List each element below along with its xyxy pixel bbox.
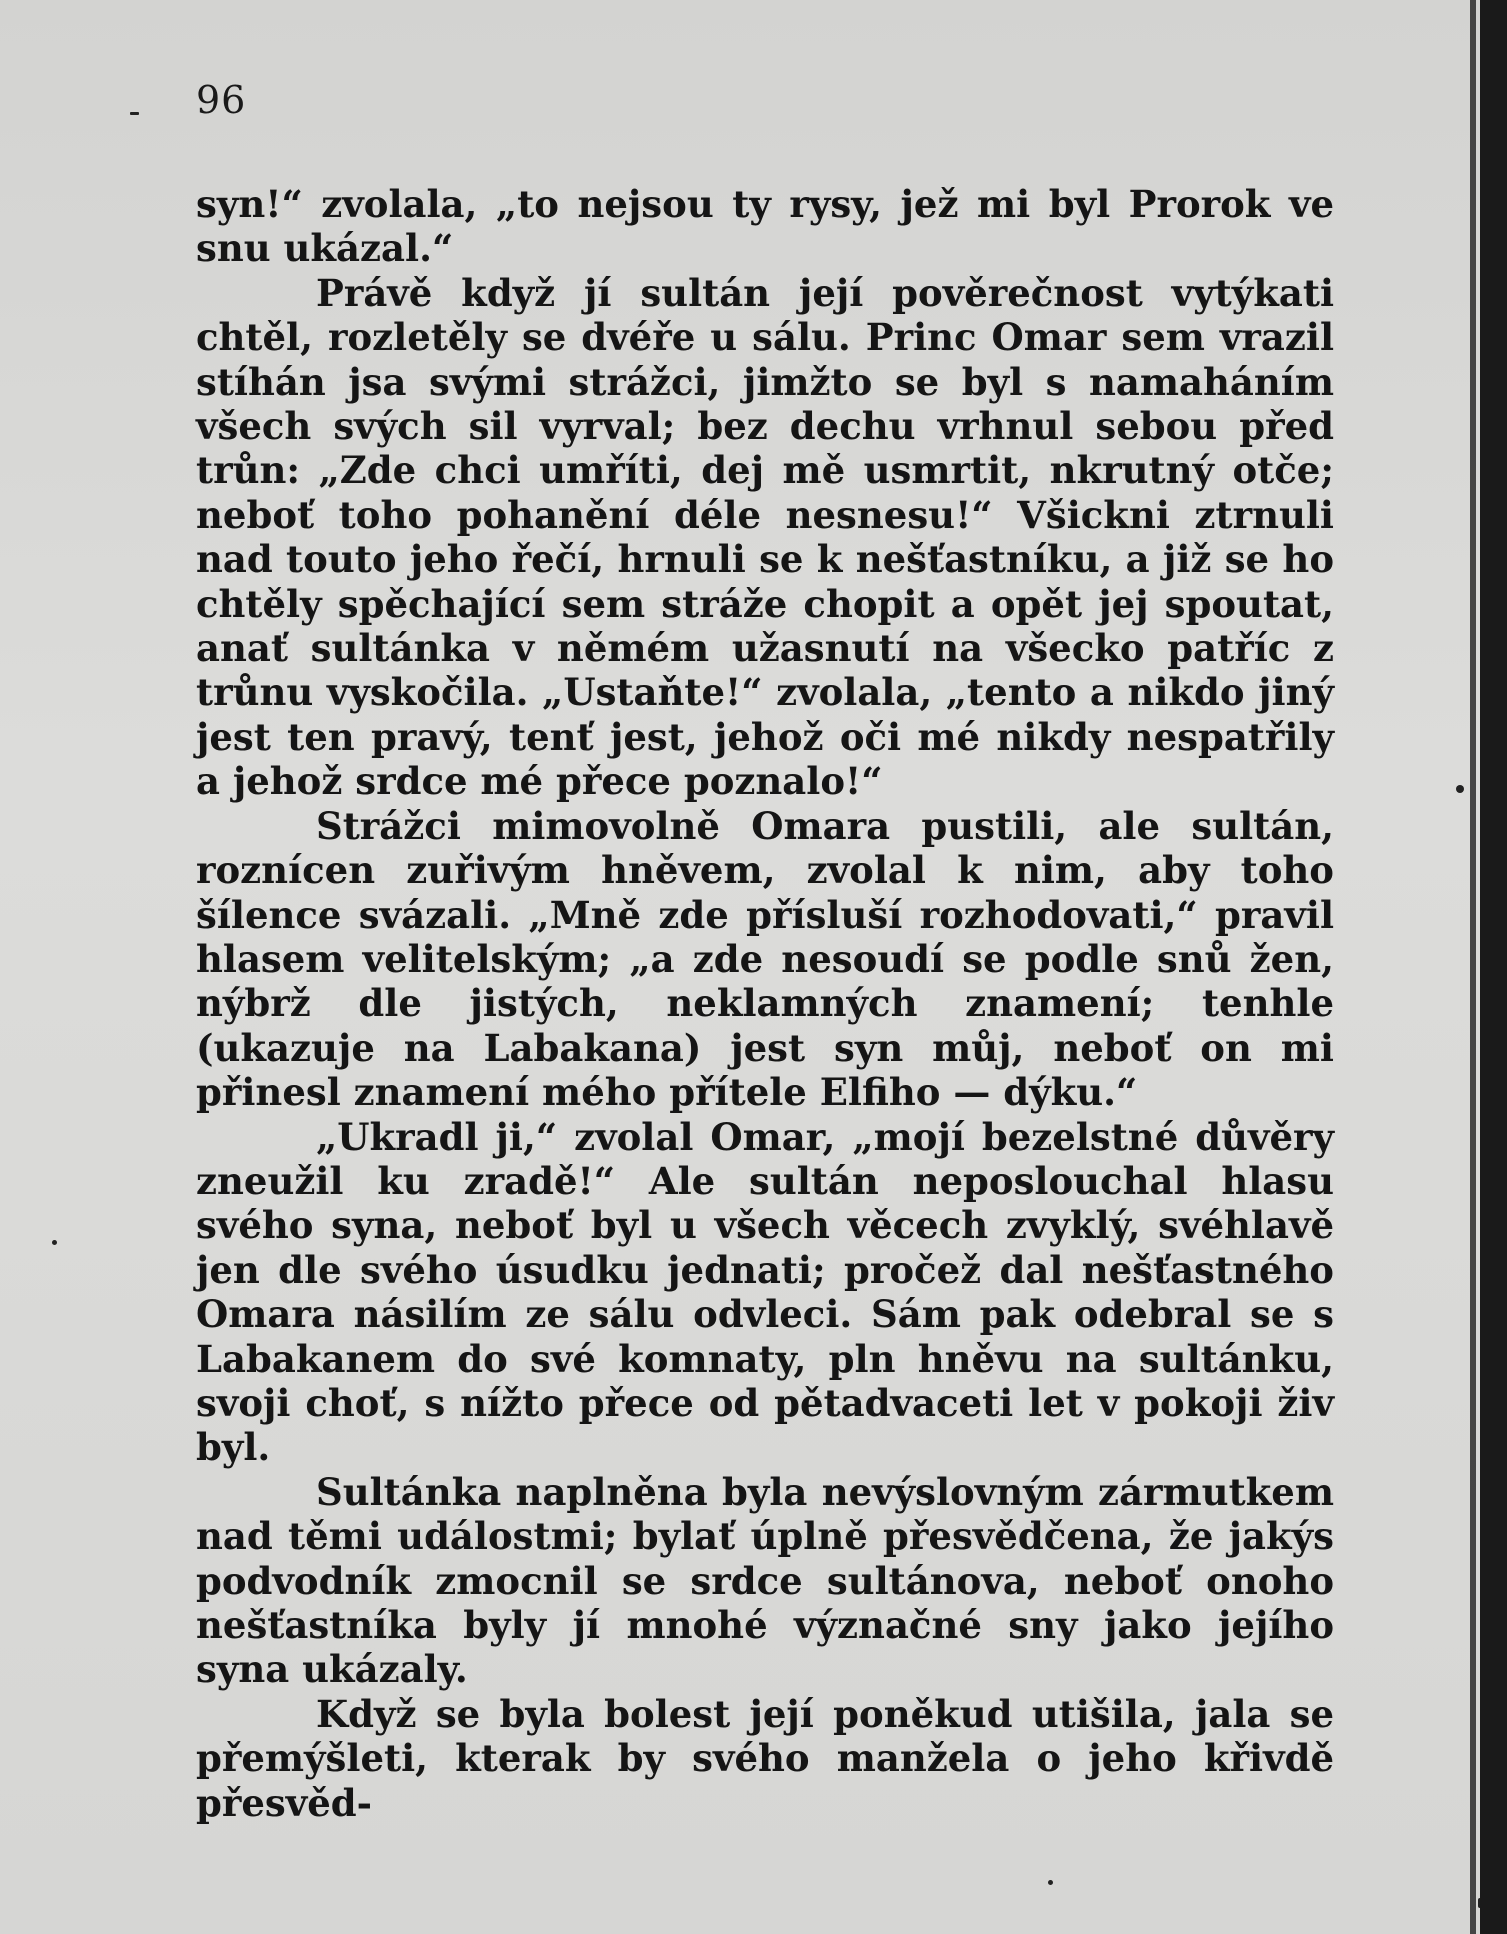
scan-speck (52, 1240, 57, 1245)
scan-border (1480, 0, 1507, 1934)
paragraph-1: syn!“ zvolala, „to nejsou ty rysy, jež mi byl Prorok ve snu ukázal.“ (196, 182, 1334, 271)
paragraph-5: Sultánka naplněna byla nevýslovným zármutkem nad těmi událostmi; bylať úplně přesvědčena, že jakýs podvodník zmocnil se srdce sultánova, neboť onoho nešťastníka byly jí mnohé význačné sny jako jejího syna ukázaly. (196, 1469, 1334, 1692)
paragraph-2: Právě když jí sultán její pověrečnost vytýkati chtěl, rozletěly se dvéře u sálu. Princ Omar sem vrazil stíhán jsa svými strážci, jimžto se byl s namaháním všech svých sil vyrval; bez dechu vrhnul sebou před trůn: „Zde chci umříti, dej mě usmrtit, nkrutný otče; neboť toho pohanění déle nesnesu!“ Všickni ztrnuli nad touto jeho řečí, hrnuli se k nešťastníku, a již se ho chtěly spěchající sem stráže chopit a opět jej spoutat, anať sultánka v němém užasnutí na všecko patříc z trůnu vyskočila. „Ustaňte!“ zvolala, „tento a nikdo jiný jest ten pravý, tenť jest, jehož oči mé nikdy nespatřily a jehož srdce mé přece poznalo!“ (196, 270, 1334, 804)
page-edge-shadow (1470, 0, 1476, 1934)
page-number: 96 (196, 78, 247, 122)
body-text (196, 182, 1334, 1825)
scan-speck (1456, 785, 1464, 793)
paragraph-6: Když se byla bolest její poněkud utišila, jala se přemýšleti, kterak by svého manžela o jeho křivdě přesvěd- (196, 1691, 1334, 1825)
scan-speck (1048, 1880, 1053, 1885)
scan-speck (130, 112, 139, 115)
paragraph-4: „Ukradl ji,“ zvolal Omar, „mojí bezelstné důvěry zneužil ku zradě!“ Ale sultán neposlouchal hlasu svého syna, neboť byl u všech věcech zvyklý, svéhlavě jen dle svého úsudku jednati; pročež dal nešťastného Omara násilím ze sálu odvleci. Sám pak odebral se s Labakanem do své komnaty, pln hněvu na sultánku, svoji choť, s nížto přece od pětadvaceti let v pokoji živ byl. (196, 1114, 1334, 1470)
paragraph-3: Strážci mimovolně Omara pustili, ale sultán, roznícen zuřivým hněvem, zvolal k nim, aby toho šílence svázali. „Mně zde přísluší rozhodovati,“ pravil hlasem velitelským; „a zde nesoudí se podle snů žen, nýbrž dle jistých, neklamných znamení; tenhle (ukazuje na Labakana) jest syn můj, neboť on mi přinesl znamení mého přítele Elfiho — dýku.“ (196, 803, 1334, 1115)
